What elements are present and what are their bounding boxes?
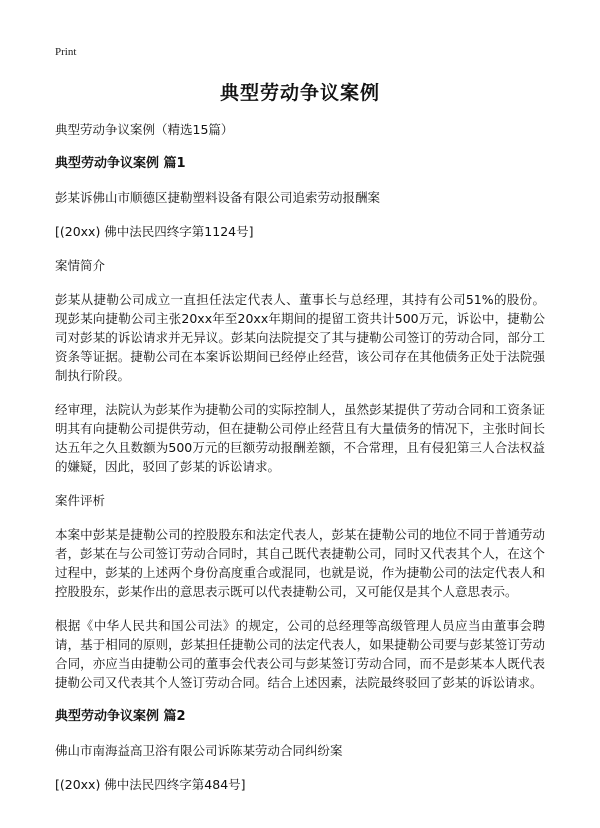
case1-summary-label: 案情简介: [55, 258, 106, 273]
case1-analysis-paragraph-2: 根据《中华人民共和国公司法》的规定，公司的总经理等高级管理人员应当由董事会聘请，基于相同的原则，彭某担任捷勒公司的法定代表人，如果捷勒公司要与彭某签订劳动合同，亦应当由捷勒公司的董事会代表公司与彭某签订劳动合同，而不是彭某本人既代表捷勒公司又代表其个人签订劳动合同。结合上述因素，法院最终驳回了彭某的诉讼请求。: [55, 618, 545, 690]
document-subtitle: 典型劳动争议案例（精选15篇）: [55, 122, 234, 137]
print-label[interactable]: Print: [55, 46, 77, 58]
page-title: 典型劳动争议案例: [219, 82, 380, 104]
document-body: [55, 120, 545, 806]
case2-name: 佛山市南海益高卫浴有限公司诉陈某劳动合同纠纷案: [55, 743, 343, 758]
case1-heading: 典型劳动争议案例 篇1: [55, 156, 186, 171]
case2-number: [(20xx) 佛中法民四终字第484号]: [55, 777, 246, 792]
case1-summary-paragraph-2: 经审理，法院认为彭某作为捷勒公司的实际控制人，虽然彭某提供了劳动合同和工资条证明其有向捷勒公司提供劳动，但在捷勒公司停止经营且有大量债务的情况下，主张时间长达五年之久且数额为500万元的巨额劳动报酬差额，不合常理，且有侵犯第三人合法权益的嫌疑，因此，驳回了彭某的诉讼请求。: [55, 402, 545, 474]
case1-summary-paragraph-1: 彭某从捷勒公司成立一直担任法定代表人、董事长与总经理，其持有公司51%的股份。现彭某向捷勒公司主张20xx年至20xx年期间的提留工资共计500万元，诉讼中，捷勒公司对彭某的诉讼请求并无异议。彭某向法院提交了其与捷勒公司签订的劳动合同，部分工资条等证据。捷勒公司在本案诉讼期间已经停止经营，该公司存在其他债务正处于法院强制执行阶段。: [55, 292, 545, 383]
case1-name: 彭某诉佛山市顺德区捷勒塑料设备有限公司追索劳动报酬案: [55, 190, 381, 205]
case1-number: [(20xx) 佛中法民四终字第1124号]: [55, 224, 254, 239]
case2-heading: 典型劳动争议案例 篇2: [55, 709, 186, 724]
case1-analysis-paragraph-1: 本案中彭某是捷勒公司的控股股东和法定代表人，彭某在捷勒公司的地位不同于普通劳动者，彭某在与公司签订劳动合同时，其自己既代表捷勒公司，同时又代表其个人，在这个过程中，彭某的上述两个身份高度重合或混同，也就是说，作为捷勒公司的法定代表人和控股股东，彭某作出的意思表示既可以代表捷勒公司，又可能仅是其个人意思表示。: [55, 527, 545, 599]
case1-analysis-label: 案件评析: [55, 493, 106, 508]
